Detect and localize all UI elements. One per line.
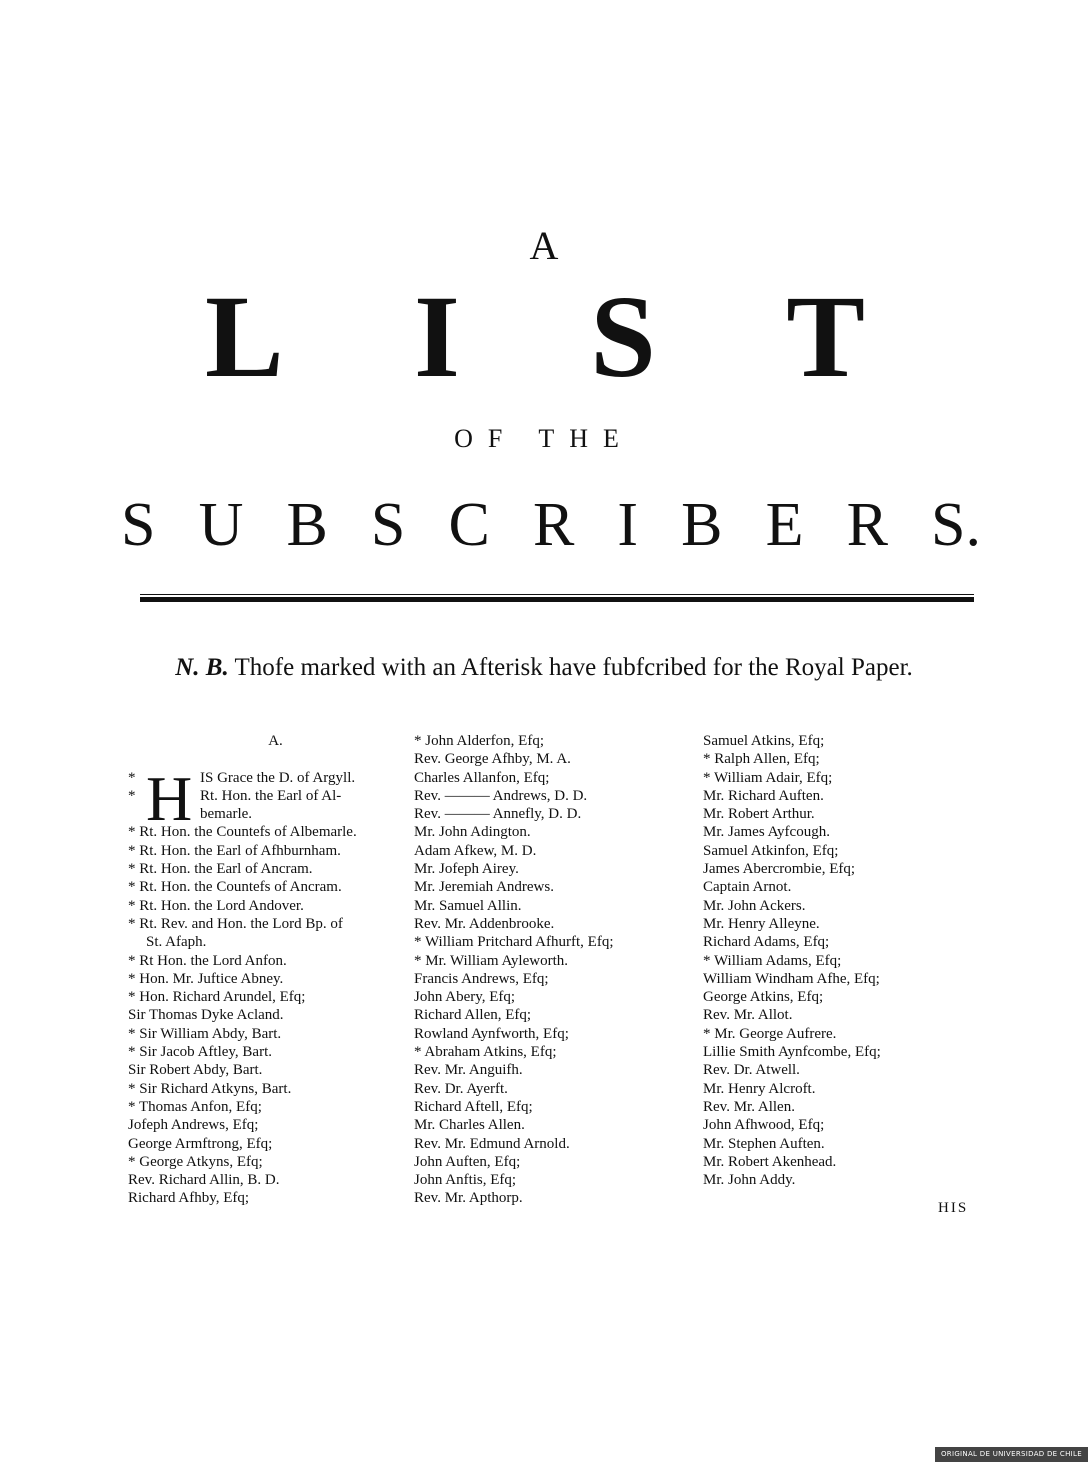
list-item: Sir Thomas Dyke Acland. bbox=[128, 1007, 284, 1024]
list-item: Rowland Aynfworth, Efq; bbox=[414, 1025, 569, 1042]
title-letter: U bbox=[198, 491, 244, 559]
title-letter: C bbox=[448, 491, 490, 559]
title-letter: B bbox=[286, 491, 328, 559]
subscriber-column-2 bbox=[414, 732, 686, 1208]
list-item: Mr. Robert Arthur. bbox=[703, 806, 815, 823]
list-item: Sir Robert Abdy, Bart. bbox=[128, 1062, 263, 1079]
title-list-word bbox=[205, 271, 865, 402]
list-item: Rev. George Afhby, M. A. bbox=[414, 751, 571, 768]
list-item: James Abercrombie, Efq; bbox=[703, 861, 856, 878]
list-item: John Auften, Efq; bbox=[414, 1153, 521, 1170]
asterisk-mark: * bbox=[128, 787, 136, 804]
title-letter: R bbox=[532, 491, 575, 559]
list-item: Richard Allen, Efq; bbox=[414, 1007, 532, 1024]
list-item: * Thomas Anfon, Efq; bbox=[128, 1098, 262, 1115]
list-item: George Armftrong, Efq; bbox=[128, 1135, 273, 1152]
title-letter: I bbox=[414, 271, 460, 402]
list-item: IS Grace the D. of Argyll. bbox=[200, 769, 356, 786]
list-item: Richard Afhby, Efq; bbox=[128, 1190, 250, 1207]
list-item: Mr. Henry Alleyne. bbox=[703, 915, 820, 932]
list-item: * Rt. Hon. the Earl of Ancram. bbox=[128, 861, 313, 878]
list-item: Rev. Richard Allin, B. D. bbox=[128, 1172, 280, 1189]
list-item: Mr. Stephen Auften. bbox=[703, 1135, 825, 1152]
title-letter: T bbox=[786, 271, 865, 402]
list-item: * William Pritchard Afhurft, Efq; bbox=[414, 934, 614, 951]
list-item: Mr. John Ackers. bbox=[703, 897, 806, 914]
title-letter: S. bbox=[931, 491, 981, 559]
list-item: Lillie Smith Aynfcombe, Efq; bbox=[703, 1044, 881, 1061]
list-item: Richard Adams, Efq; bbox=[703, 934, 830, 951]
list-item: Richard Aftell, Efq; bbox=[414, 1098, 533, 1115]
section-heading: A. bbox=[268, 733, 283, 749]
title-letter: B bbox=[681, 491, 723, 559]
library-watermark: ORIGINAL DE UNIVERSIDAD DE CHILE bbox=[935, 1447, 1088, 1462]
list-item: Mr. John Adington. bbox=[414, 824, 531, 841]
list-item: Rev. Mr. Edmund Arnold. bbox=[414, 1135, 570, 1152]
list-item: * George Atkyns, Efq; bbox=[128, 1153, 263, 1170]
list-item: * Rt. Hon. the Earl of Afhburnham. bbox=[128, 842, 341, 859]
list-item: * William Adams, Efq; bbox=[703, 952, 842, 969]
list-item: * Mr. William Ayleworth. bbox=[414, 952, 568, 969]
subscriber-column-3 bbox=[703, 732, 993, 1189]
list-item: Samuel Atkinfon, Efq; bbox=[703, 842, 839, 859]
title-letter: R bbox=[846, 491, 888, 559]
list-item: Mr. James Ayfcough. bbox=[703, 824, 830, 841]
list-item: Rev. Mr. Allot. bbox=[703, 1007, 793, 1024]
list-item: John Anftis, Efq; bbox=[414, 1172, 517, 1189]
title-letter: S bbox=[590, 271, 656, 402]
list-item: Charles Allanfon, Efq; bbox=[414, 769, 550, 786]
title-letter: S bbox=[121, 491, 156, 559]
title-of-the: OF THE bbox=[454, 424, 634, 453]
list-item: Mr. Charles Allen. bbox=[414, 1117, 525, 1134]
list-item: * Sir Jacob Aftley, Bart. bbox=[128, 1044, 273, 1061]
list-item: * Hon. Mr. Juftice Abney. bbox=[128, 970, 284, 987]
list-item: Rev. Mr. Anguifh. bbox=[414, 1062, 523, 1079]
nota-bene bbox=[0, 654, 1088, 682]
list-item: John Abery, Efq; bbox=[414, 989, 516, 1006]
list-item: * Rt Hon. the Lord Anfon. bbox=[128, 952, 287, 969]
list-item: Rev. Mr. Allen. bbox=[703, 1098, 795, 1115]
title-subscribers-word bbox=[121, 491, 981, 559]
list-item: * Rt. Hon. the Lord Andover. bbox=[128, 897, 304, 914]
list-item: * Abraham Atkins, Efq; bbox=[414, 1044, 557, 1061]
list-item: Mr. Robert Akenhead. bbox=[703, 1153, 837, 1170]
list-item: Mr. Samuel Allin. bbox=[414, 897, 522, 914]
list-item: * John Alderfon, Efq; bbox=[414, 733, 544, 749]
list-item: bemarle. bbox=[200, 806, 253, 823]
dropcap-letter: H bbox=[146, 762, 193, 834]
title-letter: S bbox=[370, 491, 406, 559]
list-item: George Atkins, Efq; bbox=[703, 989, 824, 1006]
nota-bene-text: Thofe marked with an Afterisk have fubfcribed for the Royal Paper. bbox=[234, 654, 913, 681]
list-item: Rev. Dr. Ayerft. bbox=[414, 1080, 508, 1097]
list-item: Rev. Mr. Apthorp. bbox=[414, 1190, 523, 1207]
list-item: Mr. Jofeph Airey. bbox=[414, 861, 519, 878]
list-item: * Rt. Hon. the Countefs of Ancram. bbox=[128, 879, 342, 896]
list-item: Mr. Henry Alcroft. bbox=[703, 1080, 816, 1097]
list-item: Captain Arnot. bbox=[703, 879, 792, 896]
divider-thin bbox=[140, 594, 974, 595]
list-item: * Sir Richard Atkyns, Bart. bbox=[128, 1080, 292, 1097]
nota-bene-label: N. B. bbox=[175, 654, 229, 681]
list-item: Jofeph Andrews, Efq; bbox=[128, 1117, 259, 1134]
list-item: * Mr. George Aufrere. bbox=[703, 1025, 837, 1042]
list-item: Rev. Dr. Atwell. bbox=[703, 1062, 800, 1079]
list-item: Rev. ——— Annefly, D. D. bbox=[414, 806, 582, 823]
list-item: William Windham Afhe, Efq; bbox=[703, 970, 880, 987]
list-item: * William Adair, Efq; bbox=[703, 769, 833, 786]
asterisk-mark: * bbox=[128, 769, 136, 786]
list-item: Mr. Jeremiah Andrews. bbox=[414, 879, 554, 896]
list-item: * Rt. Hon. the Countefs of Albemarle. bbox=[128, 824, 357, 841]
list-item: Adam Afkew, M. D. bbox=[414, 842, 537, 859]
list-item: Rt. Hon. the Earl of Al- bbox=[200, 787, 342, 804]
list-item: Francis Andrews, Efq; bbox=[414, 970, 549, 987]
title-letter: E bbox=[765, 491, 804, 559]
list-item: * Hon. Richard Arundel, Efq; bbox=[128, 989, 306, 1006]
list-item: Mr. John Addy. bbox=[703, 1172, 796, 1189]
subscriber-column-1 bbox=[128, 732, 413, 1208]
title-letter: I bbox=[617, 491, 639, 559]
list-item: John Afhwood, Efq; bbox=[703, 1117, 825, 1134]
title-letter: L bbox=[205, 271, 284, 402]
list-item: Rev. Mr. Addenbrooke. bbox=[414, 915, 555, 932]
list-item: St. Afaph. bbox=[146, 934, 207, 951]
catchword: HIS bbox=[938, 1200, 969, 1216]
list-item: * Sir William Abdy, Bart. bbox=[128, 1025, 282, 1042]
title-article: A bbox=[529, 223, 559, 268]
list-item: * Ralph Allen, Efq; bbox=[703, 751, 820, 768]
list-item: Rev. ——— Andrews, D. D. bbox=[414, 787, 588, 804]
list-item: Samuel Atkins, Efq; bbox=[703, 733, 825, 749]
list-item: Mr. Richard Auften. bbox=[703, 787, 824, 804]
list-item: * Rt. Rev. and Hon. the Lord Bp. of bbox=[128, 915, 343, 932]
divider-rule bbox=[140, 597, 974, 602]
